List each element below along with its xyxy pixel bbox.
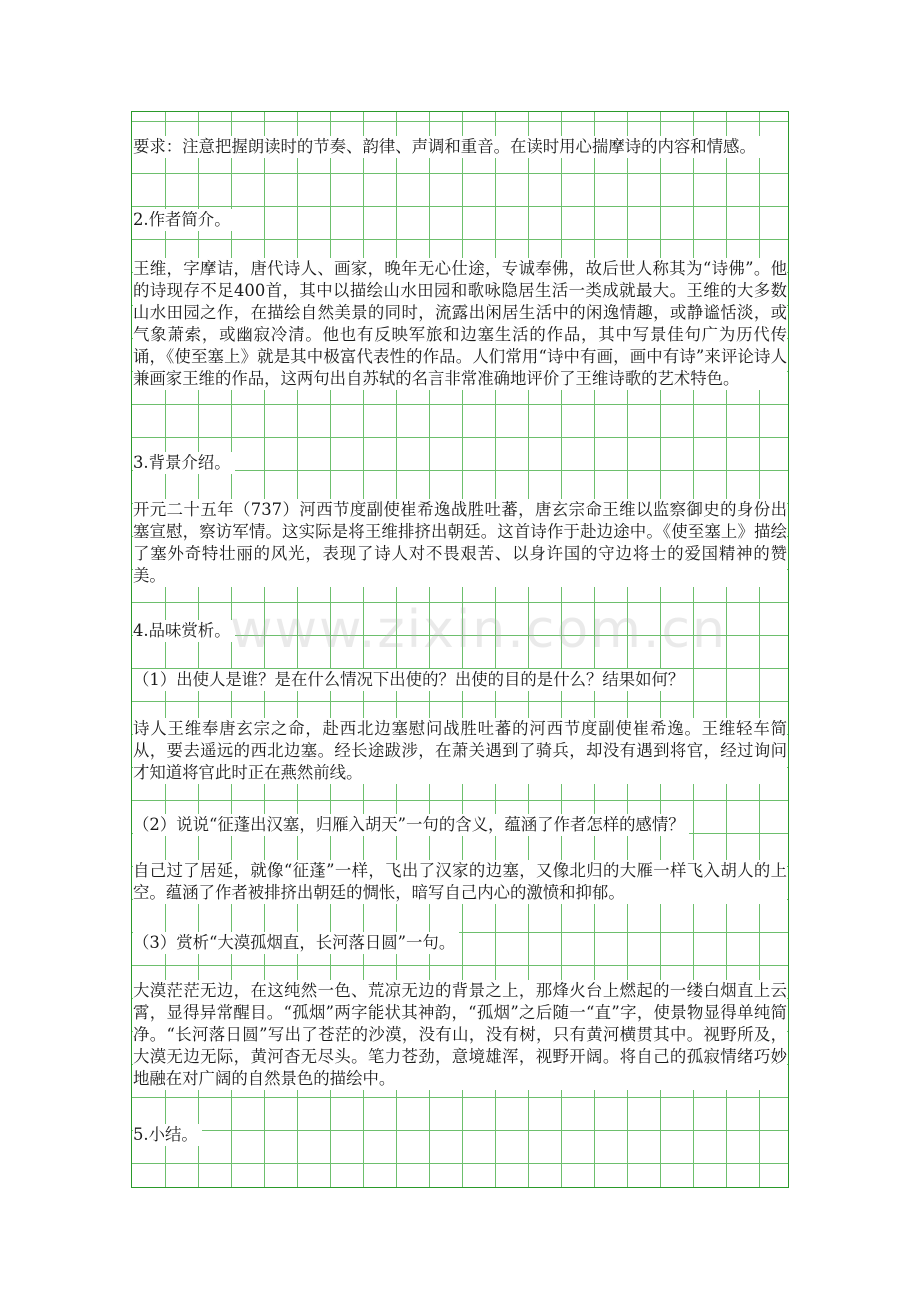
paragraph-requirement: 要求：注意把握朗读时的节奏、韵律、声调和重音。在读时用心揣摩诗的内容和情感。	[133, 136, 787, 158]
answer-3: 大漠茫茫无边，在这纯然一色、荒凉无边的背景之上，那烽火台上燃起的一缕白烟直上云霄，显得异常醒目。“孤烟”两字能状其神韵，“孤烟”之后随一“直”字，使景物显得单纯简净。“长河落日圆”写出了苍茫的沙漠，没有山，没有树，只有黄河横贯其中。视野所及，大漠无边无际，黄河杳无尽头。笔力苍劲，意境雄浑，视野开阔。将自己的孤寂情绪巧妙地融在对广阔的自然景色的描绘中。	[133, 981, 787, 1088]
document-page	[131, 111, 789, 1188]
watermark-text: www.zixin.com.cn	[230, 600, 727, 660]
answer-2: 自己过了居延，就像“征蓬”一样，飞出了汉家的边塞，又像北归的大雁一样飞入胡人的上空。蕴涵了作者被排挤出朝廷的惆怅，暗写自己内心的激愤和抑郁。	[133, 861, 787, 902]
question-3: （3）赏析“大漠孤烟直，长河落日圆”一句。	[133, 932, 459, 954]
paragraph-background: 开元二十五年（737）河西节度副使崔希逸战胜吐蕃，唐玄宗命王维以监察御史的身份出塞宣慰，察访军情。这实际是将王维排挤出朝廷。这首诗作于赴边途中。《使至塞上》描绘了塞外奇特壮丽的风光，表现了诗人对不畏艰苦、以身许国的守边将士的爱国精神的赞美。	[133, 500, 787, 585]
paragraph-author-bio: 王维，字摩诘，唐代诗人、画家，晚年无心仕途，专诚奉佛，故后世人称其为“诗佛”。他的诗现存不足400首，其中以描绘山水田园和歌咏隐居生活一类成就最大。王维的大多数山水田园之作，在描绘自然美景的同时，流露出闲居生活中的闲逸情趣，或静谧恬淡，或气象萧索，或幽寂冷清。他也有反映军旅和边塞生活的作品，其中写景佳句广为历代传诵，《使至塞上》就是其中极富代表性的作品。人们常用“诗中有画，画中有诗”来评论诗人兼画家王维的作品，这两句出自苏轼的名言非常准确地评价了王维诗歌的艺术特色。	[133, 259, 787, 388]
heading-summary: 5.小结。	[133, 1124, 202, 1146]
question-2: （2）说说“征蓬出汉塞，归雁入胡天”一句的含义，蕴涵了作者怎样的感情？	[133, 814, 689, 836]
heading-background: 3.背景介绍。	[133, 452, 235, 474]
heading-author-intro: 2.作者简介。	[133, 209, 235, 231]
heading-appreciation: 4.品味赏析。	[133, 620, 235, 642]
answer-1: 诗人王维奉唐玄宗之命，赴西北边塞慰问战胜吐蕃的河西节度副使崔希逸。王维轻车简从，要去遥远的西北边塞。经长途跋涉，在萧关遇到了骑兵，却没有遇到将官，经过询问才知道将官此时正在燕然前线。	[133, 719, 787, 782]
question-1: （1）出使人是谁？是在什么情况下出使的？出使的目的是什么？结果如何？	[133, 669, 688, 691]
